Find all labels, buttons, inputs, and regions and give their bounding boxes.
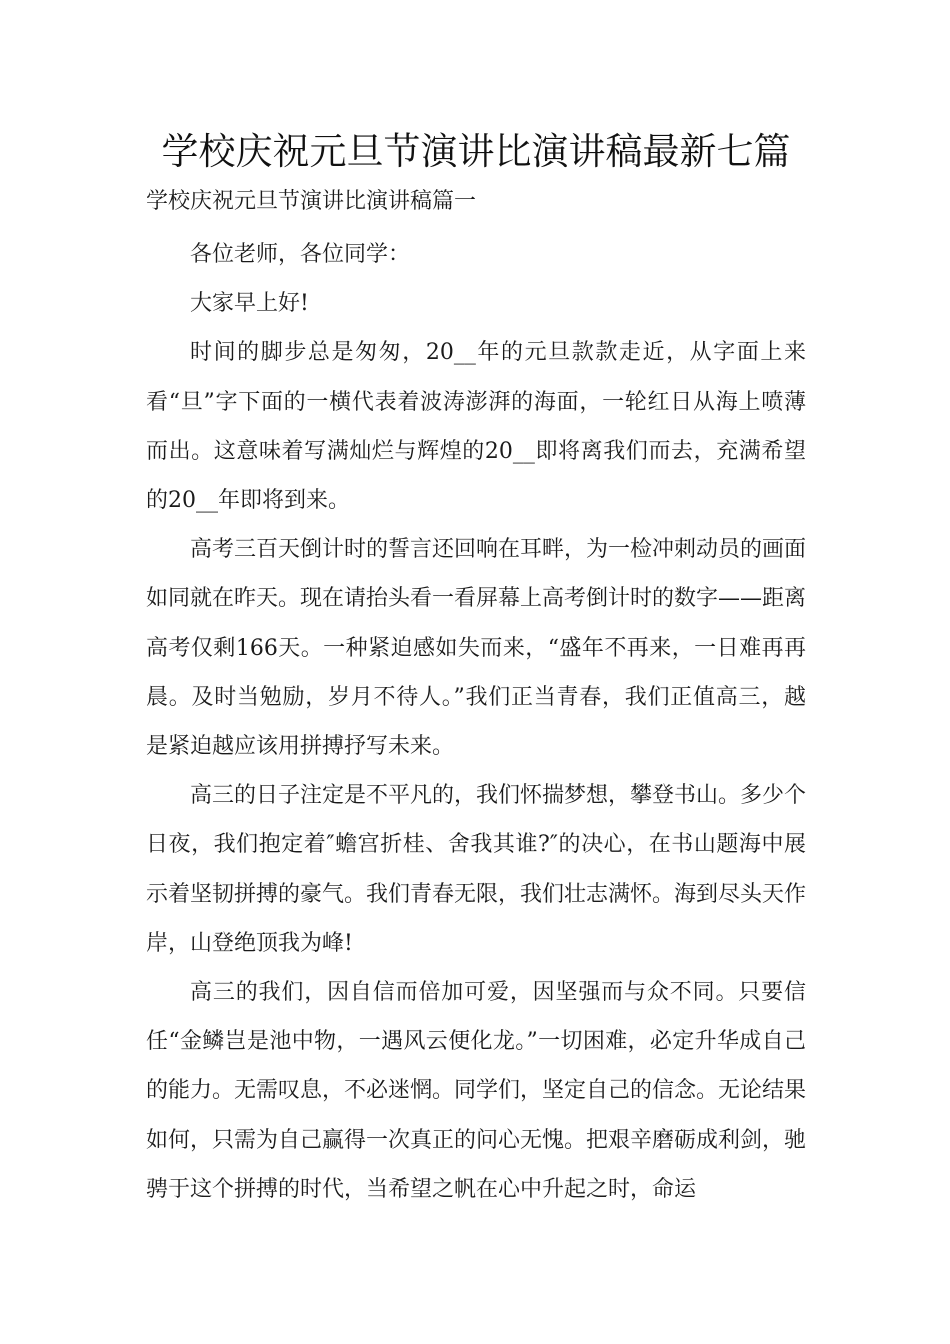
- paragraph-salutation: 大家早上好!: [190, 291, 309, 317]
- paragraph: 时间的脚步总是匆匆，20__年的元旦款款走近，从字面上来看“旦”字下面的一横代表着波涛澎湃的海面，一轮红日从海上喷薄而出。这意味着写满灿烂与辉煌的20__即将离我们而去，充满希望的20__年即将到来。: [146, 340, 806, 514]
- section-heading: 学校庆祝元旦节演讲比演讲稿篇一: [146, 189, 477, 214]
- document-body: [146, 230, 806, 1214]
- paragraph: 高考三百天倒计时的誓言还回响在耳畔，为一检冲刺动员的画面如同就在昨天。现在请抬头看一看屏幕上高考倒计时的数字——距离高考仅剩166天。一种紧迫感如失而来，“盛年不再来，一日难再再晨。及时当勉励，岁月不待人。”我们正当青春，我们正值高三，越是紧迫越应该用拼搏抒写未来。: [146, 537, 807, 760]
- paragraph: 高三的日子注定是不平凡的，我们怀揣梦想，攀登书山。多少个日夜，我们抱定着″蟾宫折桂、舍我其谁?″的决心，在书山题海中展示着坚韧拼搏的豪气。我们青春无限，我们壮志满怀。海到尽头天作岸，山登绝顶我为峰!: [146, 783, 807, 956]
- paragraph: 高三的我们，因自信而倍加可爱，因坚强而与众不同。只要信任“金鳞岂是池中物，一遇风云便化龙。”一切困难，必定升华成自己的能力。无需叹息，不必迷惘。同学们，坚定自己的信念。无论结果如何，只需为自己赢得一次真正的问心无愧。把艰辛磨砺成利剑，驰骋于这个拼搏的时代，当希望之帆在心中升起之时，命运: [146, 980, 807, 1202]
- paragraph-greeting: 各位老师，各位同学：: [190, 242, 411, 267]
- document-title: 学校庆祝元旦节演讲比演讲稿最新七篇: [161, 130, 791, 173]
